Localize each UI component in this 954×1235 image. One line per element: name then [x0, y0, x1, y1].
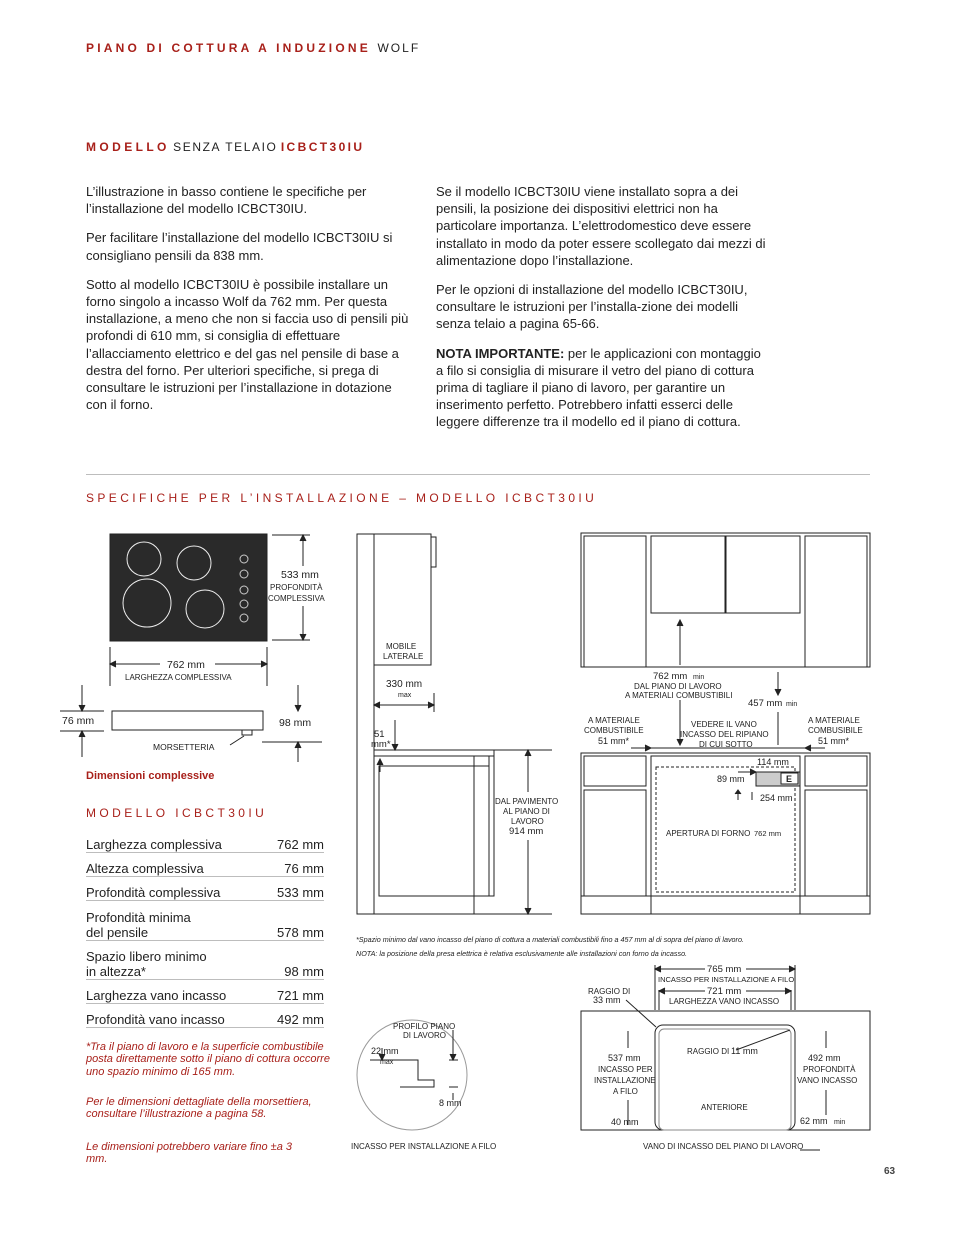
footnote: *Spazio minimo dal vano incasso del piano di cottura a materiali combustibili fino a 457 mm al di sopra del piano di lavoro. — [356, 935, 744, 944]
d5-721: 721 mm — [707, 986, 742, 997]
d5-62: 62 mm — [800, 1116, 828, 1126]
d4-22-sub: max — [380, 1059, 394, 1066]
spec-label: Profondità complessiva — [86, 876, 264, 900]
d3-e114: 114 mm — [757, 757, 789, 767]
header-brand: WOLF — [377, 41, 421, 55]
d2-floor-label: AL PIANO DI — [503, 807, 550, 816]
d3-upper-min: min — [786, 701, 798, 708]
footnote: NOTA: la posizione della presa elettrica è relativa esclusivamente alle installazioni con forno da incasso. — [356, 949, 688, 958]
diagram-caption: Dimensioni complessive — [86, 770, 215, 782]
d3-e254: 254 mm — [760, 793, 793, 803]
d3-right-label: COMBUSIBILE — [808, 726, 863, 735]
d1-height-value: 76 mm — [62, 715, 95, 727]
note: Per le dimensioni dettagliate della morsettiera, consultare l’illustrazione a pagina 58. — [86, 1096, 312, 1121]
spec-table — [86, 826, 324, 1028]
d4-22: 22 mm — [371, 1046, 399, 1056]
d5-537-label: INSTALLAZIONE — [594, 1076, 656, 1085]
side-view-diagram — [357, 534, 552, 914]
d5-r33-label: RAGGIO DI — [588, 987, 631, 996]
d1-width-value: 762 mm — [167, 659, 205, 671]
d3-left-label: COMBUSTIBILE — [584, 726, 644, 735]
d4-title: DI LAVORO — [403, 1031, 446, 1040]
d4-title: PROFILO PIANO — [393, 1022, 456, 1031]
d5-492-label: PROFONDITÀ — [803, 1065, 856, 1074]
d5-front: ANTERIORE — [701, 1103, 748, 1112]
paragraph: Sotto al modello ICBCT30IU è possibile installare un forno singolo a incasso Wolf da 762 mm. Per questa installazione, a meno che non si faccia uso di pensili più profondi di 610 mm, si consiglia di effettuare l’allacciamento elettrico e del gas nel pensile di base a destra del forno. Per ulteriori specifiche, si prega di consultare le istruzioni per l’installazione in dotazione con il forno. — [86, 276, 409, 413]
d3-center-label: VEDERE IL VANO — [691, 720, 757, 729]
d4-8: 8 mm — [439, 1098, 462, 1108]
d2-floor-label: LAVORO — [511, 817, 544, 826]
table-row — [86, 826, 324, 852]
d3-right-value: 51 mm* — [818, 736, 850, 746]
d5-r11: 11 mm — [731, 1046, 758, 1056]
d2-floor-label: DAL PAVIMENTO — [495, 797, 559, 806]
note: *Tra il piano di lavoro e la superficie combustibile posta direttamente sotto il piano di cottura occorre uno spazio minimo di 165 mm. — [86, 1041, 330, 1078]
table-row — [86, 940, 324, 979]
d2-side-label: LATERALE — [383, 652, 424, 661]
d3-e89: 89 mm — [717, 774, 745, 784]
d3-h-label: A MATERIALI COMBUSTIBILI — [625, 691, 733, 700]
d2-gap-value: 51 — [374, 729, 385, 740]
d5-62-min: min — [834, 1119, 846, 1126]
important-text: per le applicazioni con montaggio a filo si consiglia di misurare il vetro del piano di cottura prima di tagliare il piano di lavoro, per garantire un inserimento perfetto. Potrebbero infatti esserci delle leggere differenze tra il modello ed il piano di cottura. — [436, 345, 761, 430]
d2-depth-value: 330 mm — [386, 679, 423, 690]
terminal-block — [242, 730, 252, 735]
table-row — [86, 979, 324, 1003]
d3-e-letter: E — [786, 774, 793, 784]
d3-oven-value: 762 mm — [754, 829, 782, 838]
spec-title: SPECIFICHE PER L’INSTALLAZIONE – MODELLO ICBCT30IU — [86, 491, 598, 505]
d5-537-label: A FILO — [613, 1087, 638, 1096]
paragraph: Per le opzioni di installazione del modello ICBCT30IU, consultare le istruzioni per l’installa-zione dei modelli senza telaio a pagina 65-66. — [436, 282, 748, 332]
d5-r11-label: RAGGIO DI — [687, 1047, 730, 1056]
d5-765: 765 mm — [707, 964, 742, 975]
spec-value: 492 mm — [264, 1003, 324, 1027]
page-number: 63 — [884, 1166, 896, 1177]
d3-left-value: 51 mm* — [598, 736, 630, 746]
spec-label: Profondità vano incasso — [86, 1003, 264, 1027]
model-heading-middle: SENZA TELAIO — [173, 140, 278, 154]
d2-depth-sub: max — [398, 692, 412, 699]
paragraph: Se il modello ICBCT30IU viene installato sopra a dei pensili, la posizione dei dispositivi elettrici non ha particolare importanza. L’elettrodomestico deve essere installato in modo da poter essere scollegato dai mezzi di alimentazione dopo l’installazione. — [436, 184, 766, 268]
table-title: MODELLO ICBCT30IU — [86, 806, 268, 820]
d5-caption: VANO DI INCASSO DEL PIANO DI LAVORO — [643, 1142, 804, 1151]
d3-center-label: INCASSO DEL RIPIANO — [680, 730, 769, 739]
paragraph: Per facilitare l’installazione del modello ICBCT30IU si consigliano pensili da 838 mm. — [86, 230, 393, 263]
d5-765-label: INCASSO PER INSTALLAZIONE A FILO — [658, 975, 795, 984]
d5-492: 492 mm — [808, 1053, 841, 1063]
d1-depth-value: 533 mm — [281, 569, 319, 581]
important-label: NOTA IMPORTANTE: — [436, 345, 565, 361]
d1-clearance-value: 98 mm — [279, 717, 312, 729]
cooktop-glass-top — [110, 534, 267, 641]
d3-oven-label: APERTURA DI FORNO — [666, 829, 751, 838]
d1-depth-label: PROFONDITÀ — [270, 583, 323, 592]
spec-value: 76 mm — [264, 852, 324, 876]
note: Le dimensioni potrebbero variare fino ±a 3 mm. — [86, 1141, 292, 1166]
paragraph: L’illustrazione in basso contiene le specifiche per l’installazione del modello ICBCT30IU. — [86, 184, 367, 217]
d3-center-label: DI CUI SOTTO — [699, 740, 753, 749]
d2-gap-unit: mm* — [371, 739, 391, 750]
d4-caption: INCASSO PER INSTALLAZIONE A FILO — [351, 1142, 497, 1151]
spec-value: 578 mm — [264, 900, 324, 940]
d5-537: 537 mm — [608, 1053, 641, 1063]
spec-label: Altezza complessiva — [86, 852, 264, 876]
model-heading-model: ICBCT30IU — [280, 140, 365, 154]
spec-value: 721 mm — [264, 979, 324, 1003]
spec-label: Profondità minima del pensile — [86, 900, 264, 940]
d5-492-label: VANO INCASSO — [797, 1076, 858, 1085]
d2-floor-value: 914 mm — [509, 826, 544, 837]
d3-upper-value: 457 mm — [748, 698, 783, 709]
d1-depth-label: COMPLESSIVA — [268, 594, 325, 603]
d1-width-label: LARGHEZZA COMPLESSIVA — [125, 673, 232, 682]
d5-40: 40 mm — [611, 1117, 639, 1127]
d5-r33: 33 mm — [593, 995, 621, 1005]
d5-721-label: LARGHEZZA VANO INCASSO — [669, 997, 780, 1006]
d2-side-label: MOBILE — [386, 642, 417, 651]
table-row — [86, 876, 324, 900]
d3-right-label: A MATERIALE — [808, 716, 860, 725]
model-heading-label: MODELLO — [86, 140, 170, 154]
table-row — [86, 852, 324, 876]
d5-537-label: INCASSO PER — [598, 1065, 653, 1074]
d3-left-label: A MATERIALE — [588, 716, 640, 725]
d3-h-value: 762 mm — [653, 671, 688, 682]
header-title: PIANO DI COTTURA A INDUZIONE — [86, 41, 371, 55]
spec-value: 533 mm — [264, 876, 324, 900]
spec-label: Spazio libero minimo in altezza* — [86, 940, 264, 979]
table-row — [86, 1003, 324, 1027]
spec-label: Larghezza vano incasso — [86, 979, 264, 1003]
d3-h-min: min — [693, 674, 705, 681]
d1-terminal-label: MORSETTERIA — [153, 742, 215, 752]
d3-h-label: DAL PIANO DI LAVORO — [634, 682, 722, 691]
spec-label: Larghezza complessiva — [86, 826, 264, 852]
spec-value: 98 mm — [264, 940, 324, 979]
table-row — [86, 900, 324, 940]
spec-value: 762 mm — [264, 826, 324, 852]
